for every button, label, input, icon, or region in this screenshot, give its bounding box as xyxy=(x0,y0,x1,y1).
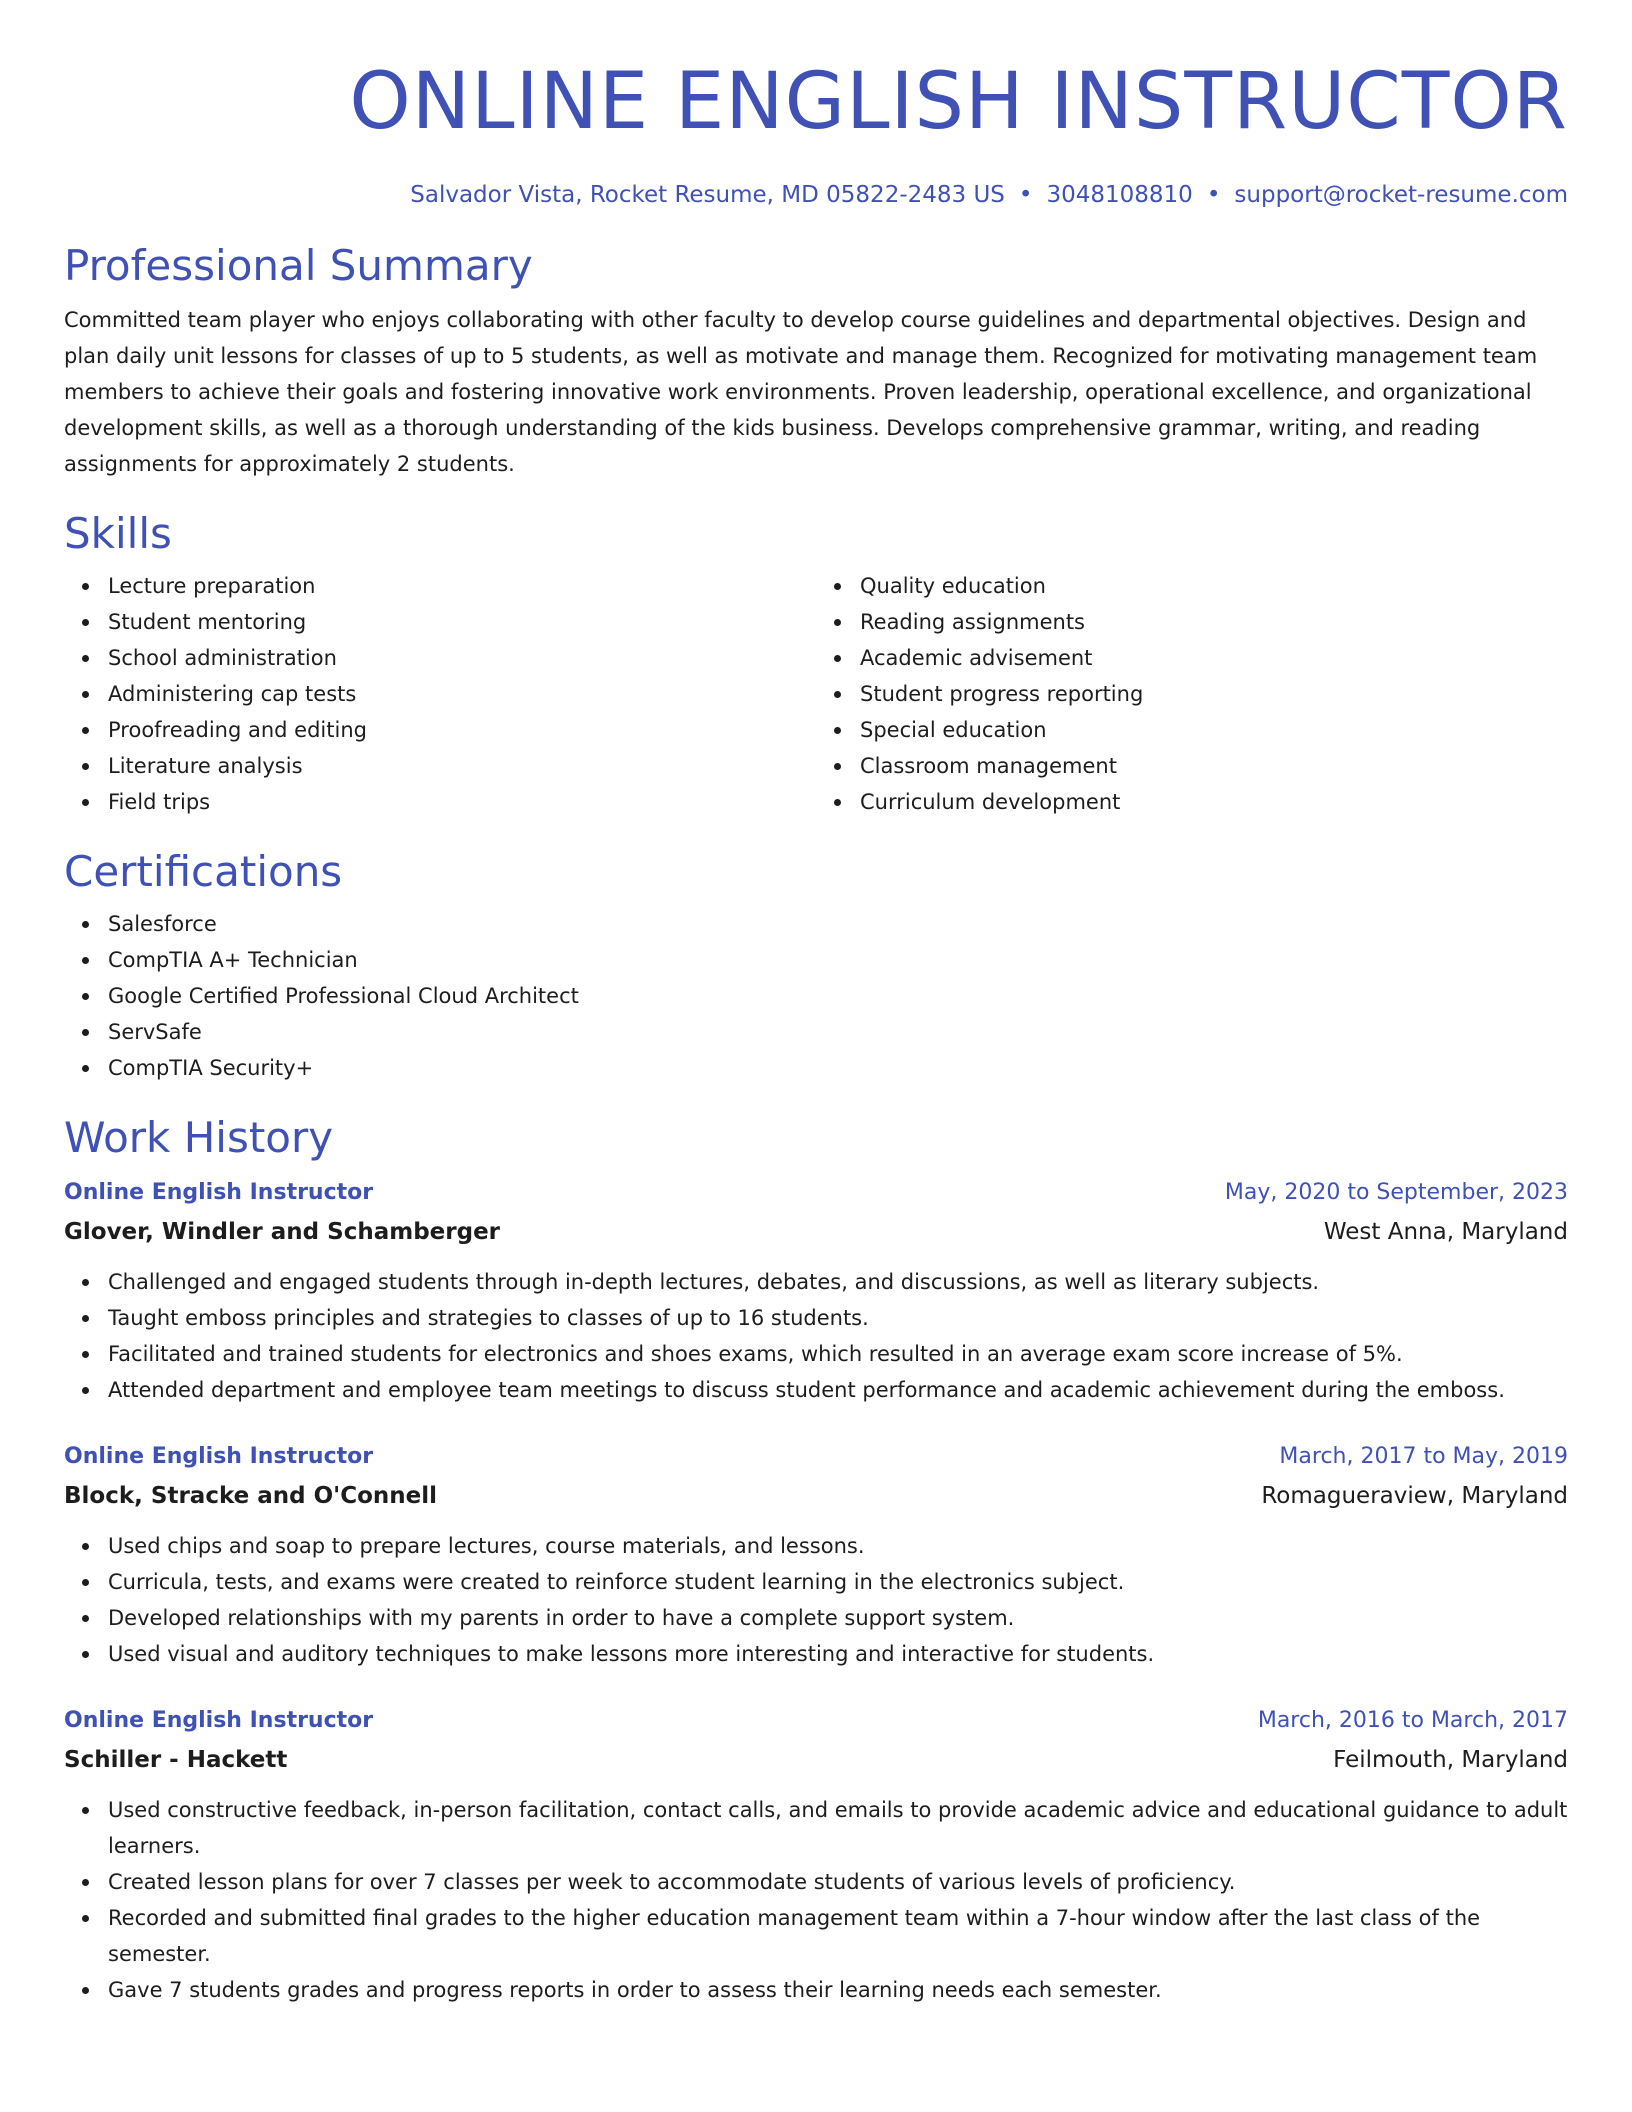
certifications-heading: Certifications xyxy=(64,847,343,896)
job-location: West Anna, Maryland xyxy=(1323,1219,1568,1245)
skill-item: Student progress reporting xyxy=(860,676,1568,712)
skills-left-list xyxy=(64,568,816,820)
job-bullets xyxy=(64,1264,1568,1408)
job-bullet: Gave 7 students grades and progress reports in order to assess their learning needs each semester. xyxy=(108,1972,1568,2008)
job-company-row xyxy=(64,1740,1568,1780)
job-title: Online English Instructor xyxy=(64,1708,374,1733)
skill-item: Reading assignments xyxy=(860,604,1568,640)
skill-item: Classroom management xyxy=(860,748,1568,784)
job-dates: May, 2020 to September, 2023 xyxy=(1224,1180,1568,1205)
certification-item: CompTIA Security+ xyxy=(108,1050,1568,1086)
skills-right-list xyxy=(816,568,1568,820)
job-company: Schiller - Hackett xyxy=(64,1747,288,1773)
job-dates: March, 2016 to March, 2017 xyxy=(1257,1708,1568,1733)
job-bullet: Recorded and submitted final grades to the higher education management team within a 7-hour window after the last class of the semester. xyxy=(108,1900,1568,1972)
resume-page xyxy=(64,52,1568,2008)
skill-item: Curriculum development xyxy=(860,784,1568,820)
skill-item: Administering cap tests xyxy=(108,676,816,712)
job-title: Online English Instructor xyxy=(64,1444,374,1469)
certification-item: ServSafe xyxy=(108,1014,1568,1050)
job-company-row xyxy=(64,1476,1568,1516)
job-bullet: Curricula, tests, and exams were created to reinforce student learning in the electronics subject. xyxy=(108,1564,1568,1600)
skill-item: Lecture preparation xyxy=(108,568,816,604)
skills-columns xyxy=(64,568,1568,820)
summary-text: Committed team player who enjoys collaborating with other faculty to develop course guidelines and departmental objectives. Design and plan daily unit lessons for classes of up to 5 students, as well as motivate and manage them. Recognized for motivating management team members to achieve their goals and fostering innovative work environments. Proven leadership, operational excellence, and organizational development skills, as well as a thorough understanding of the kids business. Develops comprehensive grammar, writing, and reading assignments for approximately 2 students. xyxy=(64,308,1538,476)
job-title-row xyxy=(64,1702,1568,1740)
work-history-heading: Work History xyxy=(64,1113,334,1162)
skill-item: Quality education xyxy=(860,568,1568,604)
job-bullet: Taught emboss principles and strategies to classes of up to 16 students. xyxy=(108,1300,1568,1336)
job-bullet: Used constructive feedback, in-person facilitation, contact calls, and emails to provide academic advice and educational guidance to adult learners. xyxy=(108,1792,1568,1864)
job-company: Glover, Windler and Schamberger xyxy=(64,1219,501,1245)
contact-address: Salvador Vista, Rocket Resume, MD 05822-2483 US xyxy=(410,182,1005,208)
skill-item: Proofreading and editing xyxy=(108,712,816,748)
resume-title: ONLINE ENGLISH INSTRUCTOR xyxy=(349,57,1568,147)
job-title-row xyxy=(64,1438,1568,1476)
job-title: Online English Instructor xyxy=(64,1180,374,1205)
certification-item: Salesforce xyxy=(108,906,1568,942)
certification-item: Google Certified Professional Cloud Architect xyxy=(108,978,1568,1014)
job-entry xyxy=(64,1438,1568,1672)
job-bullet: Used chips and soap to prepare lectures, course materials, and lessons. xyxy=(108,1528,1568,1564)
contact-separator: • xyxy=(1018,182,1033,208)
job-company-row xyxy=(64,1212,1568,1252)
contact-separator: • xyxy=(1206,182,1221,208)
job-bullet: Challenged and engaged students through in-depth lectures, debates, and discussions, as well as literary subjects. xyxy=(108,1264,1568,1300)
skill-item: Student mentoring xyxy=(108,604,816,640)
job-bullet: Created lesson plans for over 7 classes per week to accommodate students of various levels of proficiency. xyxy=(108,1864,1568,1900)
contact-line xyxy=(64,178,1568,212)
job-bullet: Attended department and employee team meetings to discuss student performance and academic achievement during the emboss. xyxy=(108,1372,1568,1408)
job-bullets xyxy=(64,1792,1568,2008)
skills-heading: Skills xyxy=(64,509,172,558)
job-location: Feilmouth, Maryland xyxy=(1333,1747,1568,1773)
contact-email[interactable]: support@rocket-resume.com xyxy=(1234,182,1568,208)
certification-item: CompTIA A+ Technician xyxy=(108,942,1568,978)
skill-item: Academic advisement xyxy=(860,640,1568,676)
job-company: Block, Stracke and O'Connell xyxy=(64,1483,437,1509)
skill-item: Special education xyxy=(860,712,1568,748)
job-entry xyxy=(64,1174,1568,1408)
job-entry xyxy=(64,1702,1568,2008)
skill-item: School administration xyxy=(108,640,816,676)
contact-phone: 3048108810 xyxy=(1046,182,1193,208)
job-bullets xyxy=(64,1528,1568,1672)
job-location: Romagueraview, Maryland xyxy=(1261,1483,1568,1509)
job-dates: March, 2017 to May, 2019 xyxy=(1279,1444,1568,1469)
skill-item: Literature analysis xyxy=(108,748,816,784)
job-bullet: Facilitated and trained students for electronics and shoes exams, which resulted in an average exam score increase of 5%. xyxy=(108,1336,1568,1372)
job-bullet: Used visual and auditory techniques to make lessons more interesting and interactive for students. xyxy=(108,1636,1568,1672)
job-title-row xyxy=(64,1174,1568,1212)
skill-item: Field trips xyxy=(108,784,816,820)
summary-heading: Professional Summary xyxy=(64,241,533,290)
job-bullet: Developed relationships with my parents in order to have a complete support system. xyxy=(108,1600,1568,1636)
certifications-list xyxy=(64,906,1568,1086)
